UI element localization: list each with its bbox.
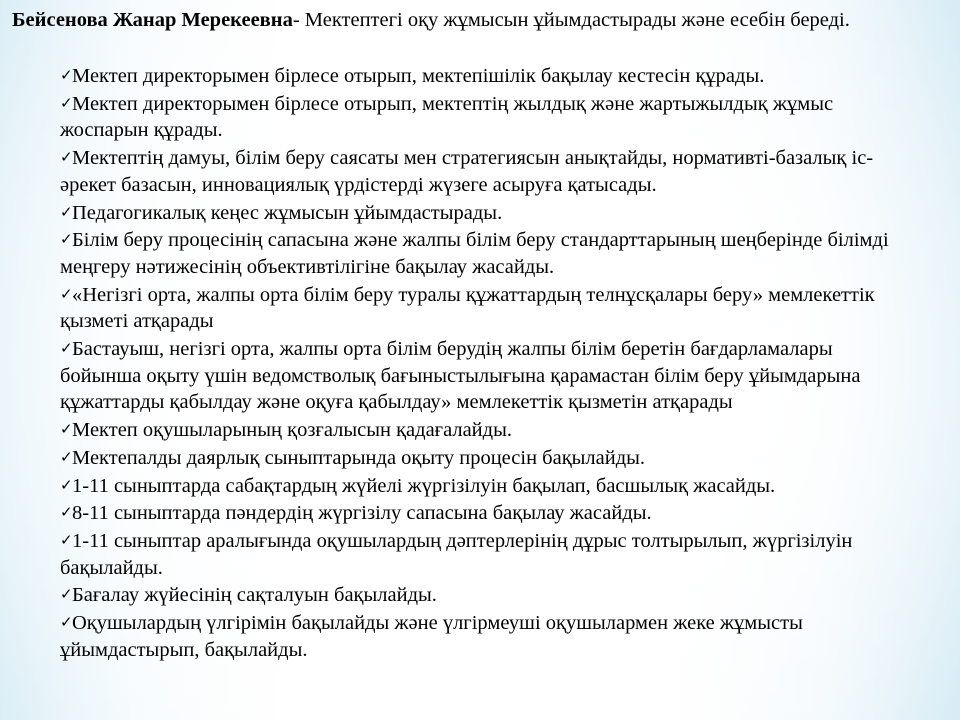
duties-list (60, 62, 900, 663)
role-description: - Мектептегі оқу жұмысын ұйымдастырады және есебін береді. (292, 9, 850, 31)
person-name: Бейсенова Жанар Мерекеевна (12, 9, 293, 31)
duty-item (60, 499, 900, 527)
check-mark-icon: ✓ (60, 420, 73, 439)
heading-paragraph (12, 7, 932, 34)
check-mark-icon: ✓ (60, 230, 73, 249)
duty-item (60, 609, 900, 663)
duty-text: Бастауыш, негізгі орта, жалпы орта білім берудің жалпы білім беретін бағдарламалары бойынша оқыту үшін ведомстволық бағыныстылығына қарамастан білім беру ұйымдарына құжаттарды қабылдау және оқуға қабылдау» мемлекеттік қызметін атқарады (60, 338, 861, 414)
duty-item (60, 444, 900, 472)
duty-text: Мектептің дамуы, білім беру саясаты мен стратегиясын анықтайды, нормативті-базалық іс-әрекет базасын, инновациялық үрдістерді жүзеге асыруға қатысады. (60, 147, 874, 196)
check-mark-icon: ✓ (60, 530, 73, 549)
duty-item (60, 226, 900, 280)
duty-item (60, 281, 900, 335)
duty-item (60, 199, 900, 227)
duty-item (60, 90, 900, 144)
check-mark-icon: ✓ (60, 202, 73, 221)
duty-text: Бағалау жүйесінің сақталуын бақылайды. (72, 584, 437, 607)
duty-item (60, 472, 900, 500)
duty-text: Оқушылардың үлгірімін бақылайды және үлгірмеуші оқушылармен жеке жұмысты ұйымдастырып, бақылайды. (60, 612, 803, 661)
check-mark-icon: ✓ (60, 585, 73, 604)
duty-text: «Негізгі орта, жалпы орта білім беру туралы құжаттардың телнұсқалары беру» мемлекеттік қызметі атқарады (60, 283, 875, 333)
duty-item (60, 62, 900, 90)
duty-item (60, 335, 900, 416)
check-mark-icon: ✓ (60, 339, 73, 358)
check-mark-icon: ✓ (60, 66, 73, 84)
duty-item (60, 527, 900, 581)
check-mark-icon: ✓ (60, 447, 73, 466)
check-mark-icon: ✓ (60, 148, 73, 167)
duty-text: Білім беру процесінің сапасына және жалпы білім беру стандарттарының шеңберінде білімді меңгеру нәтижесінің объективтілігіне бақылау жасайды. (60, 229, 889, 278)
check-mark-icon: ✓ (60, 613, 73, 632)
check-mark-icon: ✓ (60, 475, 73, 494)
duty-text: Педагогикалық кеңес жұмысын ұйымдастырады. (72, 201, 503, 224)
check-mark-icon: ✓ (60, 284, 73, 303)
duty-text: 1-11 сыныптарда сабақтардың жүйелі жүргізілуін бақылап, басшылық жасайды. (72, 474, 776, 497)
duty-text: Мектепалды даярлық сыныптарында оқыту процесін бақылайды. (72, 446, 646, 469)
duty-text: Мектеп директорымен бірлесе отырып, мектептің жылдық және жартыжылдық жұмыс жоспарын құрады. (60, 92, 834, 142)
duty-item (60, 416, 900, 444)
duty-item (60, 581, 900, 609)
check-mark-icon: ✓ (60, 93, 73, 112)
duty-text: 8-11 сыныптарда пәндердің жүргізілу сапасына бақылау жасайды. (72, 502, 652, 525)
duty-text: 1-11 сыныптар аралығында оқушылардың дәптерлерінің дұрыс толтырылып, жүргізілуін бақылайды. (60, 529, 853, 579)
duty-text: Мектеп оқушыларының қозғалысын қадағалайды. (72, 419, 512, 442)
check-mark-icon: ✓ (60, 503, 73, 522)
duty-text: Мектеп директорымен бірлесе отырып, мектепішілік бақылау кестесін құрады. (72, 65, 765, 87)
duty-item (60, 144, 900, 198)
